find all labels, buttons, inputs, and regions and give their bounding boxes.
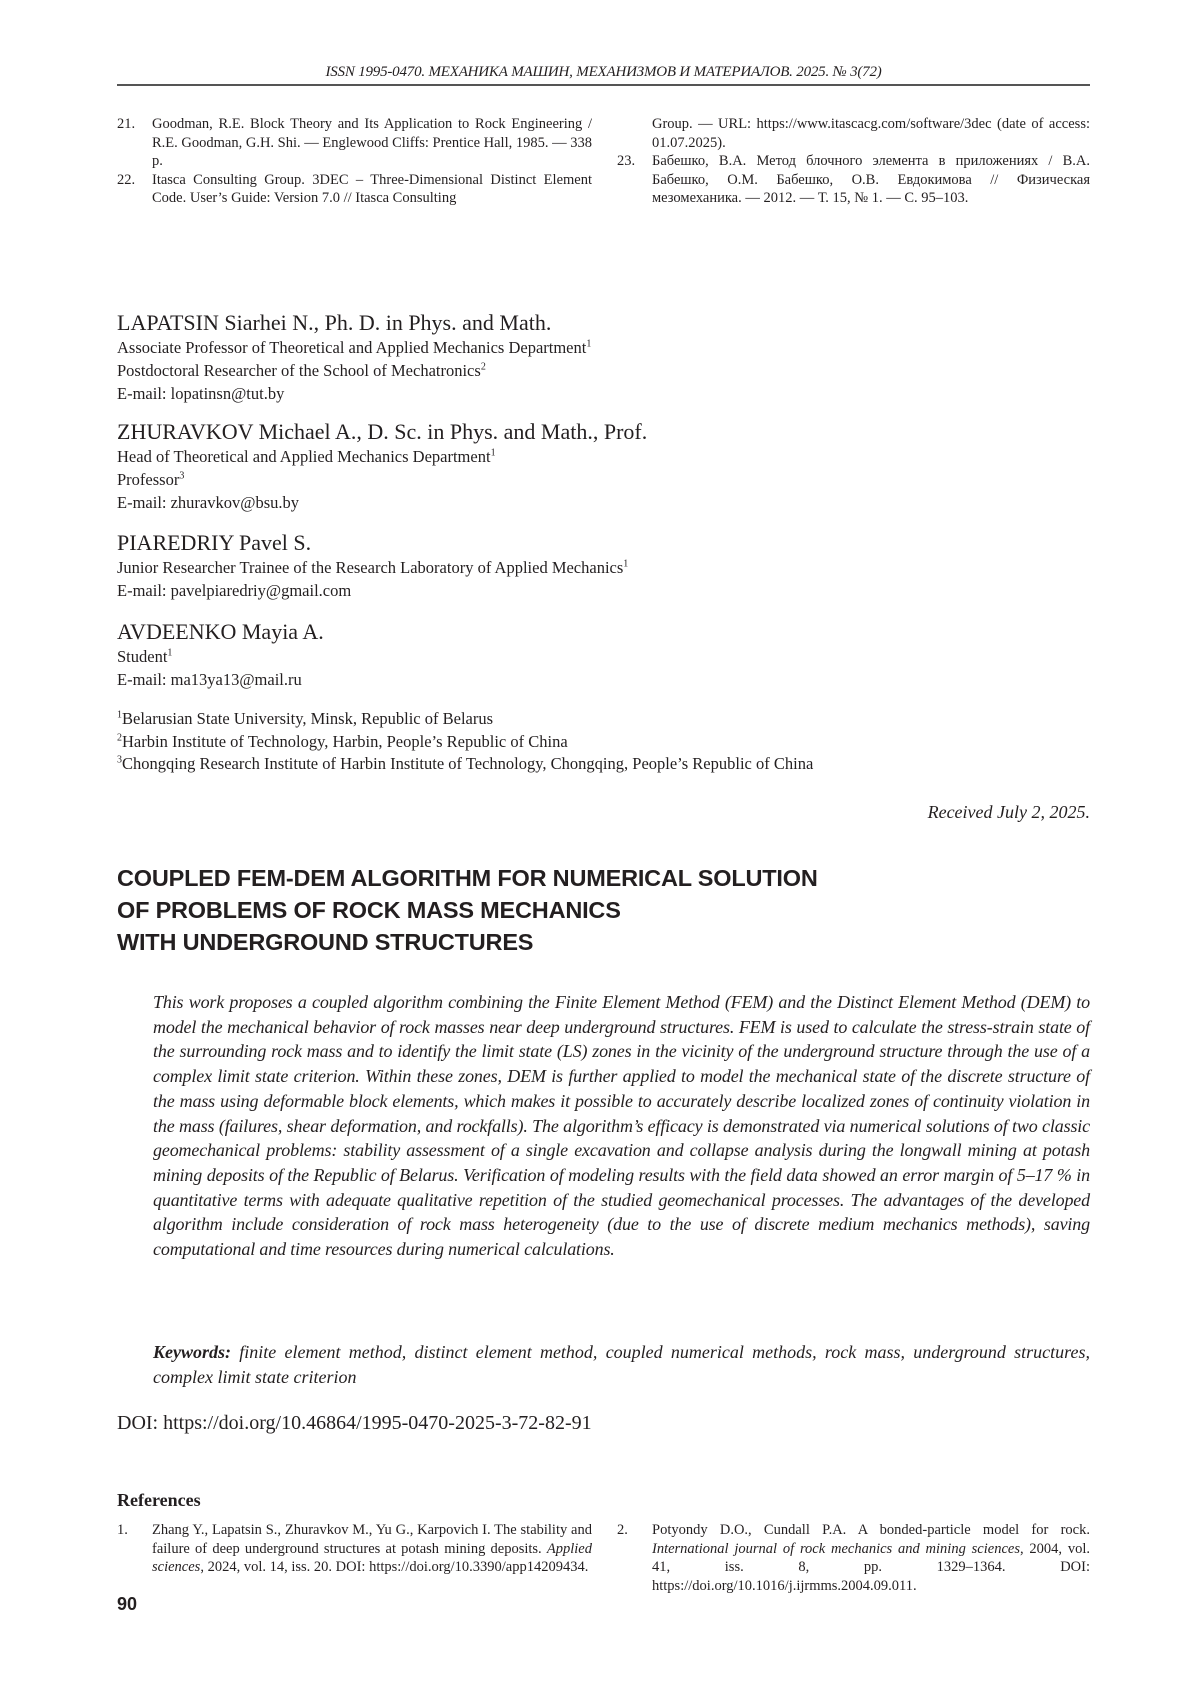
- keywords-label: Keywords:: [153, 1342, 231, 1362]
- reference-item: 1. Zhang Y., Lapatsin S., Zhuravkov M., Yu G., Karpovich I. The stability and failure of deep underground structures at potash mining deposits. Applied sciences, 2024, vol. 14, iss. 20. DOI: https://doi.org/10.3390/app14209434.: [117, 1521, 592, 1577]
- author-email: E-mail: pavelpiaredriy@gmail.com: [117, 579, 1097, 602]
- reference-text: Goodman, R.E. Block Theory and Its Application to Rock Engineering / R.E. Goodman, G.H. Shi. — Englewood Cliffs: Prentice Hall, 1985. — 338 p.: [152, 115, 592, 171]
- reference-number: 22.: [117, 171, 152, 208]
- doi-link[interactable]: DOI: https://doi.org/10.46864/1995-0470-2025-3-72-82-91: [117, 1412, 592, 1435]
- prev-references-left: [117, 115, 592, 208]
- author-block: [117, 419, 1097, 514]
- title-line: WITH UNDERGROUND STRUCTURES: [117, 926, 818, 958]
- author-block: [117, 310, 1097, 405]
- header-rule: [117, 84, 1090, 86]
- affiliation: 2Harbin Institute of Technology, Harbin, People’s Republic of China: [117, 731, 813, 754]
- author-name: PIAREDRIY Pavel S.: [117, 530, 1097, 556]
- reference-number: 21.: [117, 115, 152, 171]
- references-heading: References: [117, 1490, 201, 1511]
- author-block: [117, 530, 1097, 602]
- reference-text: Бабешко, В.А. Метод блочного элемента в приложениях / В.А. Бабешко, О.М. Бабешко, О.В. Евдокимова // Физическая мезомеханика. — 2012. — Т. 15, № 1. — С. 95–103.: [652, 152, 1090, 208]
- prev-references-right: [617, 115, 1090, 208]
- author-position: Junior Researcher Trainee of the Research Laboratory of Applied Mechanics1: [117, 556, 1097, 579]
- keywords: [153, 1340, 1090, 1389]
- author-email: E-mail: ma13ya13@mail.ru: [117, 668, 1097, 691]
- author-position: Student1: [117, 645, 1097, 668]
- author-name: LAPATSIN Siarhei N., Ph. D. in Phys. and Math.: [117, 310, 1097, 336]
- affiliation: 1Belarusian State University, Minsk, Republic of Belarus: [117, 708, 813, 731]
- affiliations: [117, 708, 813, 776]
- title-line: COUPLED FEM-DEM ALGORITHM FOR NUMERICAL SOLUTION: [117, 862, 818, 894]
- author-name: AVDEENKO Mayia A.: [117, 619, 1097, 645]
- article-title: [117, 862, 818, 958]
- title-line: OF PROBLEMS OF ROCK MASS MECHANICS: [117, 894, 818, 926]
- reference-item: [117, 115, 592, 171]
- keywords-text: finite element method, distinct element method, coupled numerical methods, rock mass, underground structures, complex limit state criterion: [153, 1342, 1090, 1387]
- received-date: Received July 2, 2025.: [928, 802, 1090, 823]
- reference-continuation: Group. — URL: https://www.itascacg.com/software/3dec (date of access: 01.07.2025).: [617, 115, 1090, 152]
- reference-item: [117, 171, 592, 208]
- references-right: [617, 1521, 1090, 1595]
- author-position: Associate Professor of Theoretical and Applied Mechanics Department1: [117, 336, 1097, 359]
- reference-text: Itasca Consulting Group. 3DEC – Three-Dimensional Distinct Element Code. User’s Guide: Version 7.0 // Itasca Consulting: [152, 171, 592, 208]
- author-email: E-mail: lopatinsn@tut.by: [117, 382, 1097, 405]
- author-position: Professor3: [117, 468, 1097, 491]
- author-email: E-mail: zhuravkov@bsu.by: [117, 491, 1097, 514]
- author-block: [117, 619, 1097, 691]
- author-name: ZHURAVKOV Michael A., D. Sc. in Phys. and Math., Prof.: [117, 419, 1097, 445]
- reference-item: [617, 152, 1090, 208]
- reference-number: 23.: [617, 152, 652, 208]
- page-number: 90: [117, 1594, 137, 1615]
- running-header: ISSN 1995-0470. МЕХАНИКА МАШИН, МЕХАНИЗМОВ И МАТЕРИАЛОВ. 2025. № 3(72): [117, 64, 1090, 81]
- author-position: Head of Theoretical and Applied Mechanics Department1: [117, 445, 1097, 468]
- references-left: [117, 1521, 592, 1577]
- author-position: Postdoctoral Researcher of the School of Mechatronics2: [117, 359, 1097, 382]
- reference-item: 2. Potyondy D.O., Cundall P.A. A bonded-particle model for rock. International journal of rock mechanics and mining sciences, 2004, vol. 41, iss. 8, pp. 1329–1364. DOI: https://doi.org/10.1016/j.ijrmms.2004.09.011.: [617, 1521, 1090, 1595]
- affiliation: 3Chongqing Research Institute of Harbin Institute of Technology, Chongqing, People’s Republic of China: [117, 753, 813, 776]
- abstract: This work proposes a coupled algorithm combining the Finite Element Method (FEM) and the Distinct Element Method (DEM) to model the mechanical behavior of rock masses near deep underground structures. FEM is used to calculate the stress-strain state of the surrounding rock mass and to identify the limit state (LS) zones in the vicinity of the underground structure through the use of a complex limit state criterion. Within these zones, DEM is further applied to model the mechanical state of the discrete structure of the mass using deformable block elements, which makes it possible to accurately describe localized zones of continuity violation in the mass (failures, shear deformation, and rockfalls). The algorithm’s efficacy is demonstrated via numerical solutions of two classic geomechanical problems: stability assessment of a single excavation and collapse analysis during the longwall mining at potash mining deposits of the Republic of Belarus. Verification of modeling results with the field data showed an error margin of 5–17 % in quantitative terms with adequate qualitative repetition of the studied geomechanical processes. The advantages of the developed algorithm include consideration of rock mass heterogeneity (due to the use of discrete medium mechanics methods), saving computational and time resources during numerical calculations.: [153, 990, 1090, 1262]
